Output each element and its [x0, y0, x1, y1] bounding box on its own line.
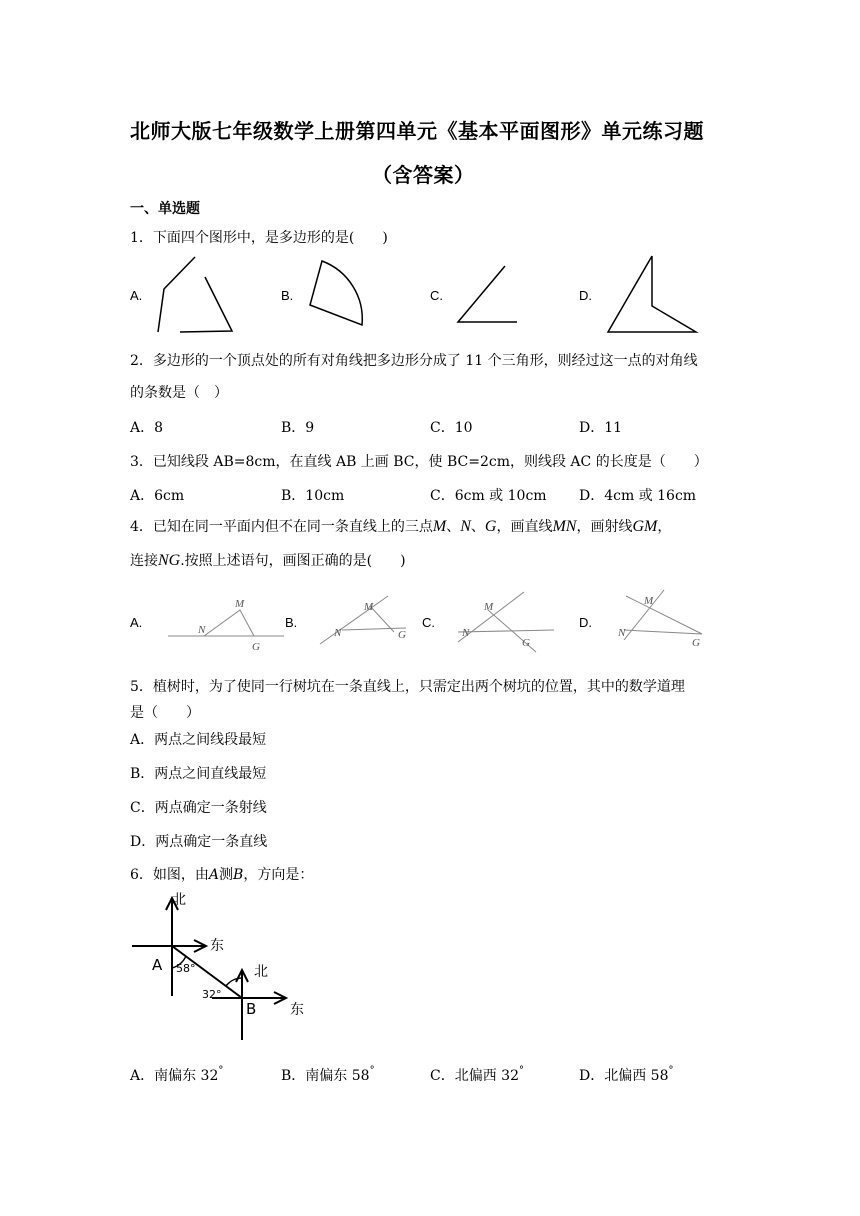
q6-label-angle-58: 58° [176, 962, 196, 975]
q4-stem-line2 [130, 550, 406, 570]
q6-option-d-degree: ° [668, 1065, 674, 1076]
q6-option-b-text: B．南偏东 58 [281, 1068, 370, 1084]
q2-stem-line2: 的条数是（ ） [130, 385, 228, 401]
q2-option-a: A．8 [130, 420, 164, 436]
q1-option-b-label: B. [281, 288, 294, 303]
q6-option-c [430, 1065, 524, 1085]
q3-stem: 3．已知线段 AB=8cm，在直线 AB 上画 BC，使 BC=2cm，则线段 AC 的长度是（ ） [130, 454, 708, 470]
q4a-label-m: M [235, 598, 245, 610]
q1-figure-d [600, 250, 700, 338]
q4-separator-1: 、 [446, 519, 461, 535]
q4-point-m: M [432, 518, 447, 535]
q4-option-c-label: C. [422, 615, 435, 630]
q4-option-a-label: A. [130, 615, 143, 630]
q6-stem-text-b: 测 [219, 867, 234, 883]
q6-option-b-degree: ° [369, 1065, 375, 1076]
q4d-label-m: M [644, 595, 654, 607]
q2-option-d: D．11 [579, 420, 623, 436]
q2-option-b: B．9 [281, 420, 315, 436]
q4-point-n: N [460, 518, 471, 535]
q4b-label-g: G [398, 629, 406, 641]
q6-label-angle-32: 32° [202, 988, 222, 1001]
q6-point-b: B [233, 867, 244, 883]
q4-figure-a [166, 596, 286, 654]
q3-option-c: C．6cm 或 10cm [430, 488, 547, 504]
q1-option-a-label: A. [130, 288, 143, 303]
q4-option-d-label: D. [579, 615, 592, 630]
q6-stem-text-a: 6．如图，由 [130, 867, 209, 883]
q3-option-a: A．6cm [130, 488, 185, 504]
section-heading: 一、单选题 [130, 201, 200, 217]
q6-option-a-text: A．南偏东 32 [130, 1068, 219, 1084]
q4d-label-g: G [692, 637, 700, 649]
q4-point-g: G [484, 518, 497, 535]
q4-figure-c [450, 590, 560, 656]
q6-option-a [130, 1065, 223, 1085]
q6-label-point-b: B [246, 1000, 257, 1018]
q6-option-b [281, 1065, 375, 1085]
q6-option-a-degree: ° [218, 1065, 224, 1076]
q2-stem-line1: 2．多边形的一个顶点处的所有对角线把多边形分成了 11 个三角形，则经过这一点的对角线 [130, 353, 698, 369]
q4-stem-text-d: ， [657, 519, 672, 535]
q6-option-d-text: D．北偏西 58 [579, 1068, 669, 1084]
q4-line2-text-a: 连接 [130, 553, 158, 569]
q6-label-north-b: 北 [254, 964, 268, 980]
q4b-label-m: M [364, 601, 374, 613]
q6-stem [130, 864, 313, 884]
q4-stem-text-c: ，画射线 [576, 519, 633, 535]
q5-stem-line2: 是（ ） [130, 705, 200, 721]
q1-figure-a [150, 255, 240, 337]
q6-label-point-a: A [152, 956, 163, 974]
q4-figure-d [610, 588, 710, 658]
q3-option-d: D．4cm 或 16cm [579, 488, 697, 504]
q6-point-a: A [208, 867, 220, 883]
q5-option-d: D．两点确定一条直线 [130, 834, 268, 850]
q1-option-d-label: D. [579, 288, 592, 303]
q4-segment-ng: NG [158, 552, 181, 569]
q4-line2-text-b: .按照上述语句，画图正确的是( ) [180, 553, 406, 569]
q4d-label-n: N [618, 627, 626, 639]
q4-line-mn: MN [552, 518, 577, 535]
q4c-label-n: N [462, 627, 470, 639]
q6-option-c-text: C．北偏西 32 [430, 1068, 519, 1084]
q4a-label-g: G [252, 641, 260, 653]
q1-figure-b [300, 257, 380, 337]
q4-ray-gm: GM [632, 518, 658, 535]
q4b-label-n: N [334, 627, 342, 639]
q2-option-c: C．10 [430, 420, 473, 436]
q5-option-c: C．两点确定一条射线 [130, 800, 267, 816]
q6-label-north-a: 北 [172, 892, 186, 908]
q1-stem: 1．下面四个图形中，是多边形的是( ) [130, 230, 388, 246]
q4a-label-n: N [198, 624, 206, 636]
document-subtitle: （含答案） [372, 163, 475, 187]
q3-option-b: B．10cm [281, 488, 345, 504]
q1-option-c-label: C. [430, 288, 443, 303]
q5-stem-line1: 5．植树时，为了使同一行树坑在一条直线上，只需定出两个树坑的位置，其中的数学道理 [130, 679, 685, 695]
q4-figure-b [316, 592, 426, 654]
q6-label-east-a: 东 [210, 938, 224, 954]
q6-label-east-b: 东 [290, 1002, 304, 1018]
q6-option-d [579, 1065, 674, 1085]
q1-figure-c [450, 262, 520, 328]
q6-direction-figure [128, 888, 338, 1050]
q5-option-a: A．两点之间线段最短 [130, 732, 267, 748]
q5-option-b: B．两点之间直线最短 [130, 766, 267, 782]
q4-stem-text-b: ，画直线 [496, 519, 553, 535]
q4c-label-m: M [484, 601, 494, 613]
document-title: 北师大版七年级数学上册第四单元《基本平面图形》单元练习题 [130, 119, 704, 143]
q4-separator-2: 、 [470, 519, 485, 535]
q6-stem-text-c: ，方向是： [243, 867, 314, 883]
q4-stem-line1 [130, 516, 671, 536]
q4c-label-g: G [522, 637, 530, 649]
q6-option-c-degree: ° [518, 1065, 524, 1076]
q4-stem-text-a: 4．已知在同一平面内但不在同一条直线上的三点 [130, 519, 433, 535]
q4-option-b-label: B. [285, 615, 298, 630]
